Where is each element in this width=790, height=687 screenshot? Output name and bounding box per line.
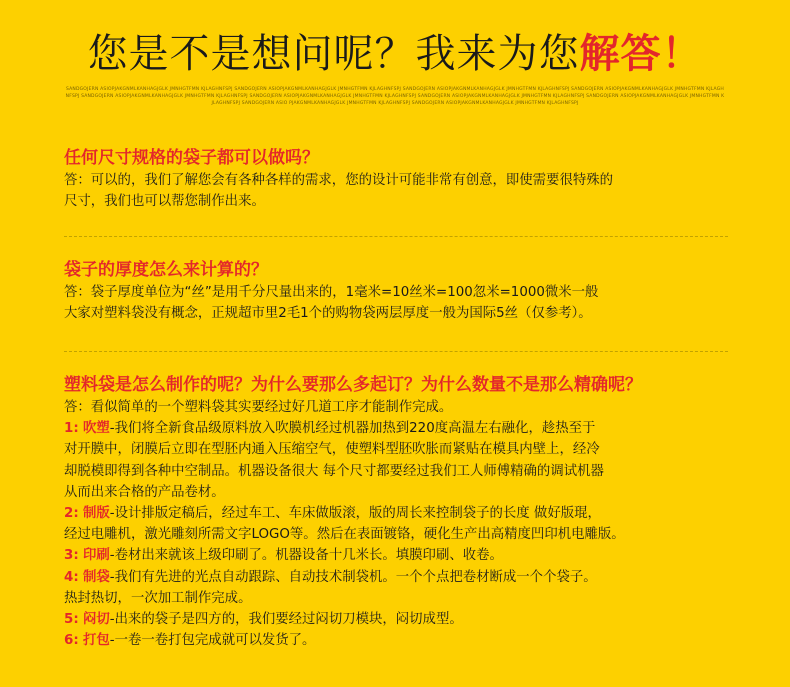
faq-answer-line: 大家对塑料袋没有概念，正规超市里2毛1个的购物袋两层厚度一般为国际5丝（仅参考）。 [64, 306, 592, 321]
faq-answer-line: 答：可以的，我们了解您会有各种各样的需求，您的设计可能非常有创意，即使需要很特殊的 [64, 173, 614, 188]
process-step-5 [64, 609, 744, 630]
step-number: 6: [64, 633, 79, 649]
faq-section-process [64, 373, 744, 651]
process-step-1 [64, 418, 744, 439]
process-step-text: 却脱模即得到各种中空制品。机器设备很大 每个尺寸都要经过我们工人师傅精确的调试机器 [64, 463, 604, 479]
step-number: 5: [64, 612, 79, 628]
step-name: 制袋 [82, 569, 110, 585]
step-text: -设计排版定稿后，经过车工、车床做版滚，版的周长来控制袋子的长度 做好版琨， [109, 506, 601, 522]
decorative-subline: SANDGOJERN ASIOPJAKGNMLKANHAGJGLK JMNHGTFMN KJLAGHNFSPJ SANDGOJERN ASIOPJAKGNMLKANHAGJGLK JMNHGTFMN KJLAGHNFSPJ SANDGOJERN ASIOPJAKGNMLKANHAGJGLK JMNHGTFMN KJLAGHNFSPJ SANDGOJERN ASIOPJAKGNMLKANHAGJGLK JMNHGTFMN KJLAGHNFSPJ SANDGOJERN ASIOPJAKGNMLKANHAGJGLK JMNHGTFMN KJLAGHNFSPJ SANDGOJERN ASIOPJAKGNMLKANHAGJGLK JMNHGTFMN KJLAGHNFSPJ SANDGOJERN ASIOPJAKGNMLKANHAGJGLK JMNHGTFMN KJLAGHNFSPJ SANDGOJERN ASIOPJAKGNMLKANHAGJGLK JMNHGTFMN KJLAGHNFSPJ SANDGOJERN ASIO PJAKGNMLKANHAGJGLK JMNHGTFMN KJLAGHNFSPJ SANDGOJERN ASIOPJAKGNMLKANHAGJGLK JMNHGTFMN KJLAGHNFSPJ [65, 87, 725, 106]
title-main: 您是不是想问呢？我来为您 [87, 31, 580, 77]
step-text: -我们有先进的光点自动跟踪、自动技术制袋机。一个个点把卷材断成一个个袋子。 [109, 569, 597, 585]
process-step-text: 对开膜中，闭膜后立即在型胚内通入压缩空气，使塑料型胚吹胀而紧贴在模具内壁上，经冷 [64, 442, 600, 458]
process-step-6 [64, 630, 744, 651]
faq-answer-line: 答：袋子厚度单位为“丝”是用千分尺量出来的，1毫米=10丝米=100忽米=1000微米一般 [64, 285, 599, 300]
process-step-3 [64, 545, 744, 566]
faq-section-size [64, 146, 744, 212]
step-name: 印刷 [82, 548, 110, 564]
step-name: 吹塑 [82, 421, 110, 437]
step-text: -我们将全新食品级原料放入吹膜机经过机器加热到220度高温左右融化，趁热至于 [109, 421, 596, 437]
page-title [0, 26, 790, 82]
section-divider [64, 351, 728, 352]
step-name: 闷切 [82, 612, 110, 628]
step-number: 4: [64, 569, 79, 585]
step-number: 2: [64, 506, 79, 522]
faq-answer-intro: 答：看似简单的一个塑料袋其实要经过好几道工序才能制作完成。 [64, 400, 453, 415]
process-step-text: 经过电雕机，激光雕刻所需文字LOGO等。然后在表面镀铬，硬化生产出高精度凹印机电雕版。 [64, 527, 625, 543]
process-step-2 [64, 503, 744, 524]
process-step-text: 从而出来合格的产品卷材。 [64, 484, 225, 500]
step-text: -卷材出来就该上级印刷了。机器设备十几米长。填膜印刷、收卷。 [109, 548, 503, 564]
faq-section-thickness [64, 258, 744, 324]
faq-answer-line: 尺寸，我们也可以帮您制作出来。 [64, 194, 265, 209]
step-name: 打包 [82, 633, 110, 649]
process-step-text: 热封热切，一次加工制作完成。 [64, 590, 252, 606]
step-text: -出来的袋子是四方的，我们要经过闷切刀模块，闷切成型。 [109, 612, 463, 628]
process-step-4 [64, 567, 744, 588]
page-header [0, 26, 790, 107]
step-text: -一卷一卷打包完成就可以发货了。 [109, 633, 316, 649]
step-number: 3: [64, 548, 79, 564]
title-accent: 解答！ [579, 31, 703, 77]
faq-question: 塑料袋是怎么制作的呢？为什么要那么多起订？为什么数量不是那么精确呢？ [64, 375, 642, 395]
step-number: 1: [64, 421, 79, 437]
faq-question: 袋子的厚度怎么来计算的？ [64, 260, 268, 280]
faq-question: 任何尺寸规格的袋子都可以做吗？ [64, 148, 319, 168]
step-name: 制版 [82, 506, 110, 522]
section-divider [64, 236, 728, 237]
